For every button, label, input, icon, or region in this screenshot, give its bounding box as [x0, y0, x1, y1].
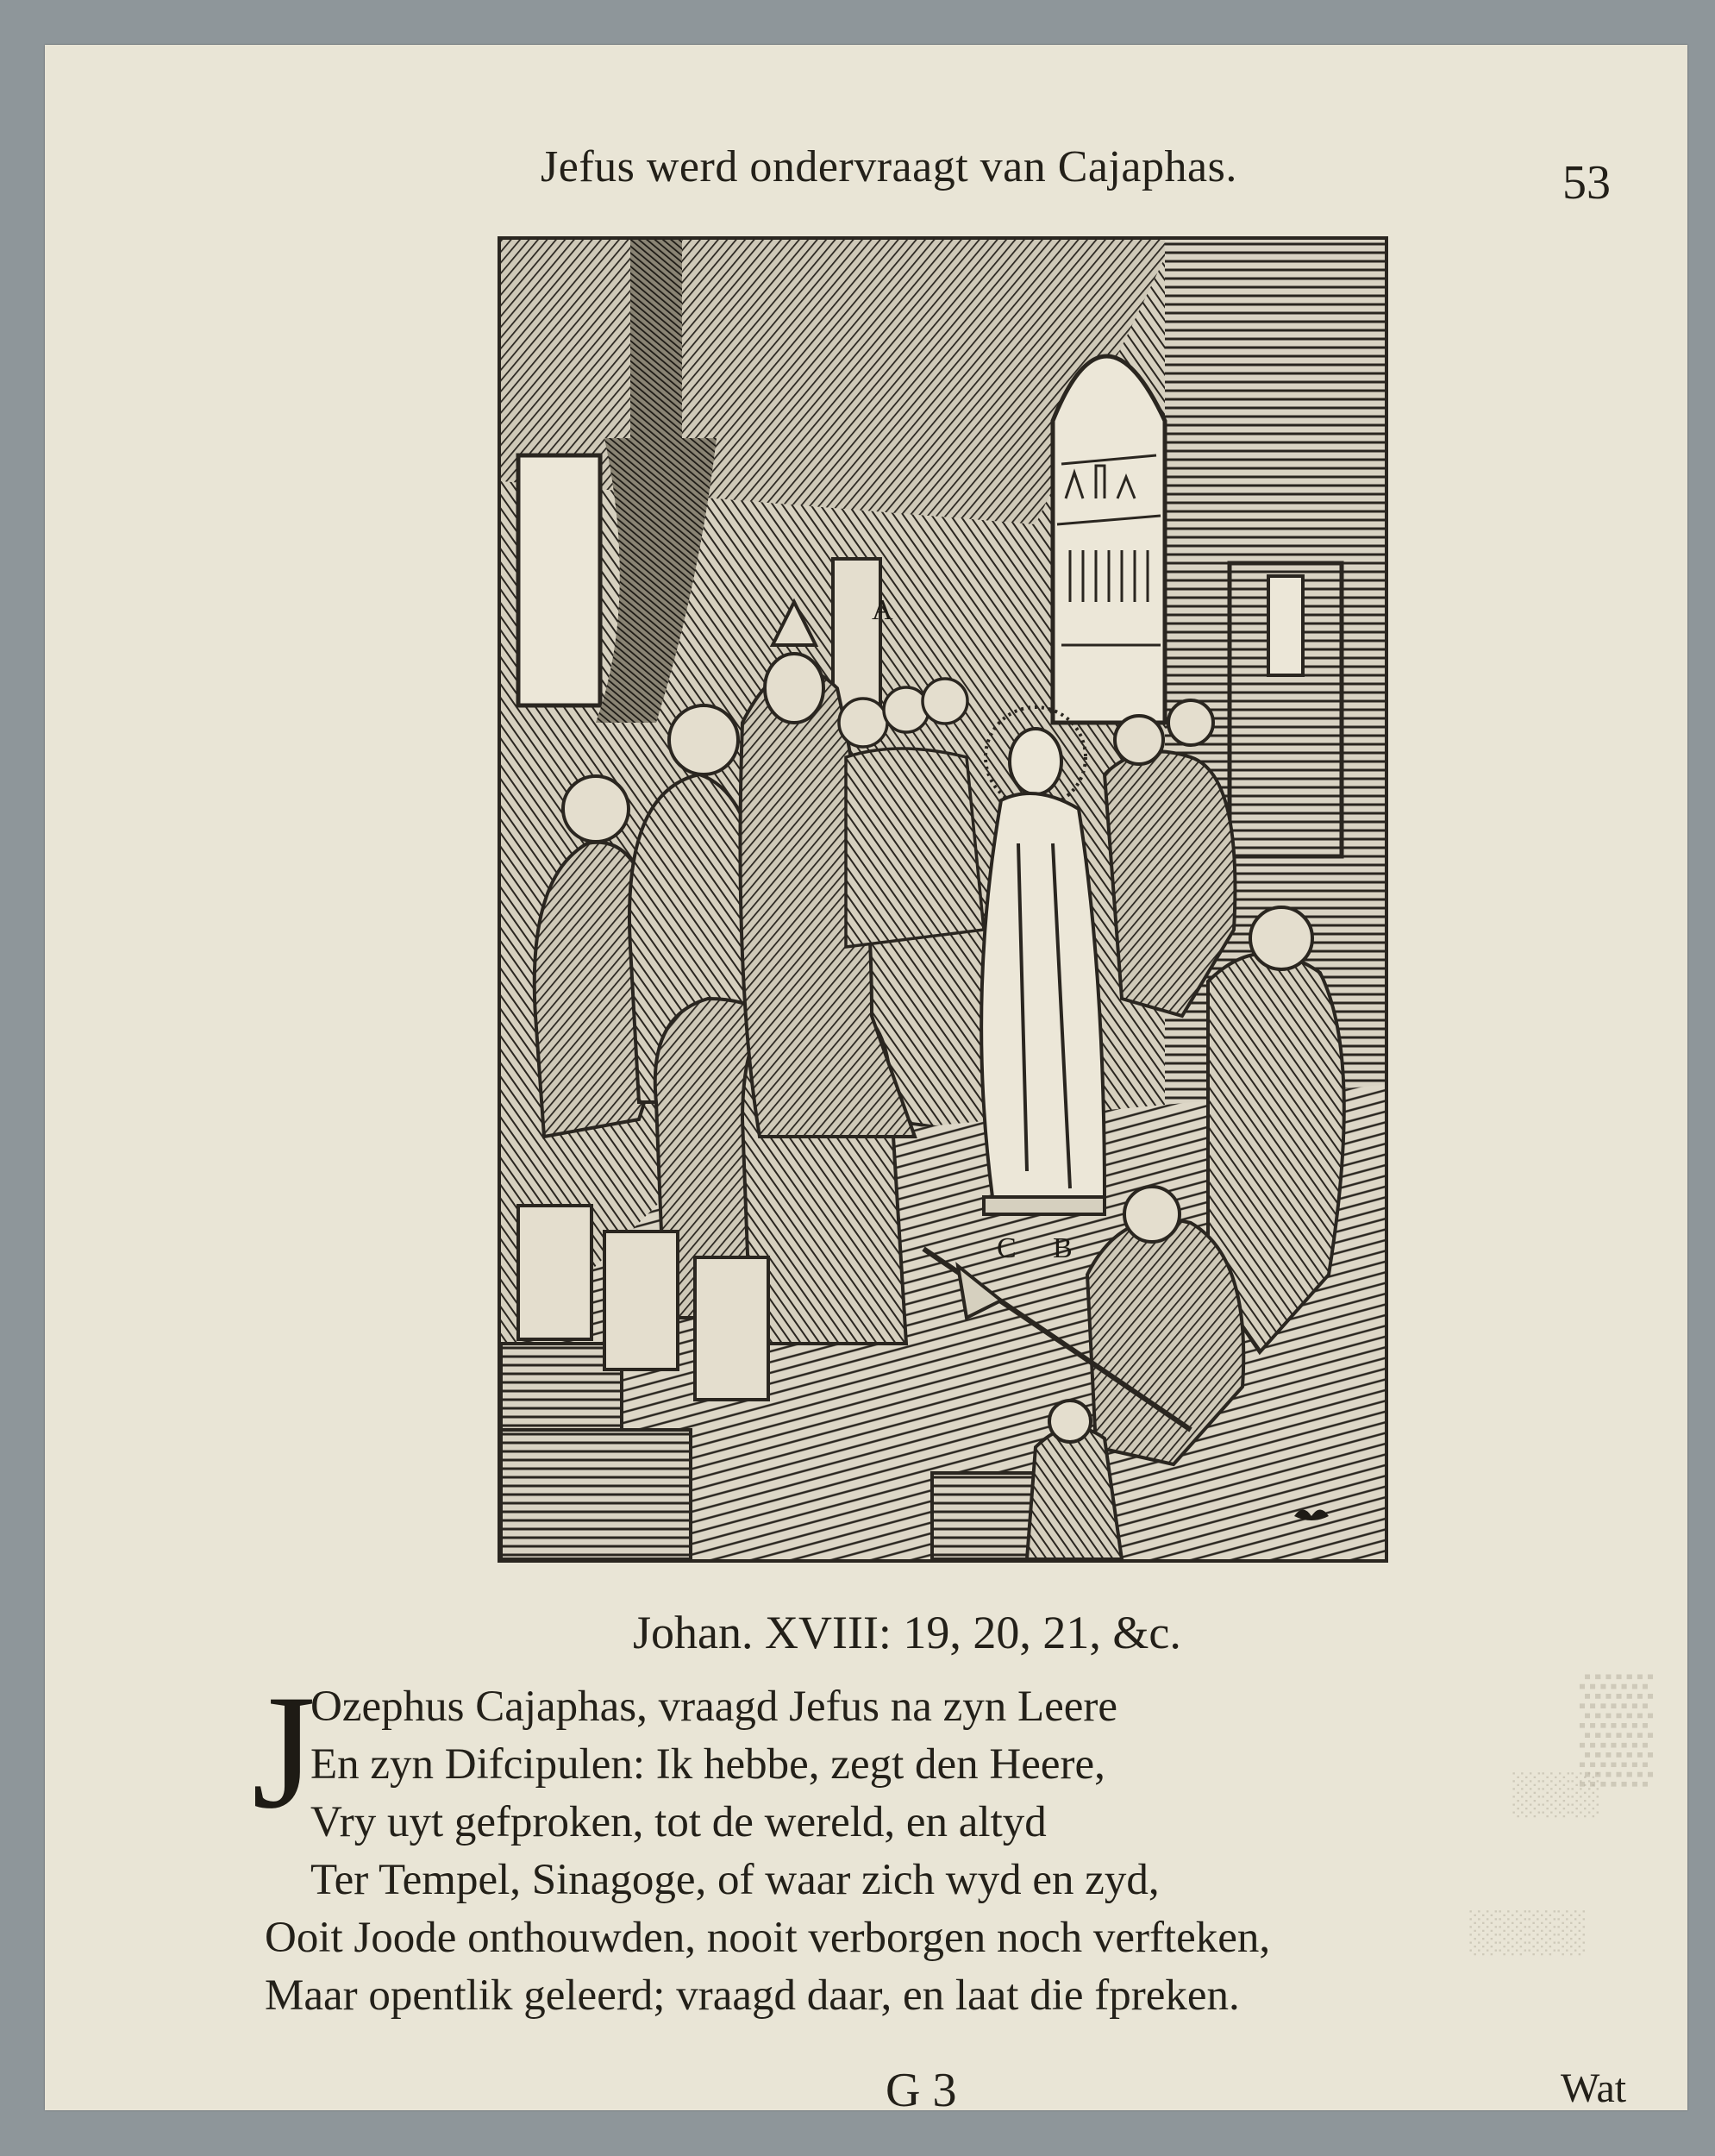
running-head: Jefus werd ondervraagt van Cajaphas. — [541, 142, 1237, 191]
book-page — [45, 45, 1687, 2117]
show-through-ghost: ░░░ — [1511, 1771, 1599, 1816]
verse-line-6: Maar opentlik geleerd; vraagd daar, en laat die fpreken. — [265, 1971, 1240, 2020]
woodcut-scene — [501, 240, 1385, 1559]
page-number: 53 — [1562, 156, 1611, 210]
verse-line-5: Ooit Joode onthouwden, nooit verborgen noch verfteken, — [265, 1914, 1271, 1962]
scripture-reference: Johan. XVIII: 19, 20, 21, &c. — [633, 1607, 1181, 1658]
verse-line-3: Vry uyt gefproken, tot de wereld, en altyd — [310, 1798, 1047, 1846]
verse-line-2: En zyn Difcipulen: Ik hebbe, zegt den Heere, — [310, 1740, 1105, 1789]
label-c: C — [997, 1232, 1017, 1264]
woodcut-illustration — [498, 236, 1388, 1563]
verse-line-1: Ozephus Cajaphas, vraagd Jefus na zyn Leere — [310, 1683, 1118, 1731]
label-a: A — [872, 594, 893, 626]
label-b: B — [1053, 1232, 1073, 1264]
left-window — [518, 455, 600, 705]
drop-initial: J — [252, 1662, 316, 1843]
catchword: Wat — [1561, 2065, 1627, 2111]
verse-line-4: Ter Tempel, Sinagoge, of waar zich wyd en zyd, — [310, 1856, 1160, 1904]
show-through-ghost: ░░░░ — [1468, 1908, 1586, 1954]
show-through-ghost: ▒ — [1580, 1668, 1654, 1783]
right-window — [1268, 576, 1303, 675]
archway — [1053, 356, 1165, 723]
signature-mark: G 3 — [886, 2064, 957, 2117]
